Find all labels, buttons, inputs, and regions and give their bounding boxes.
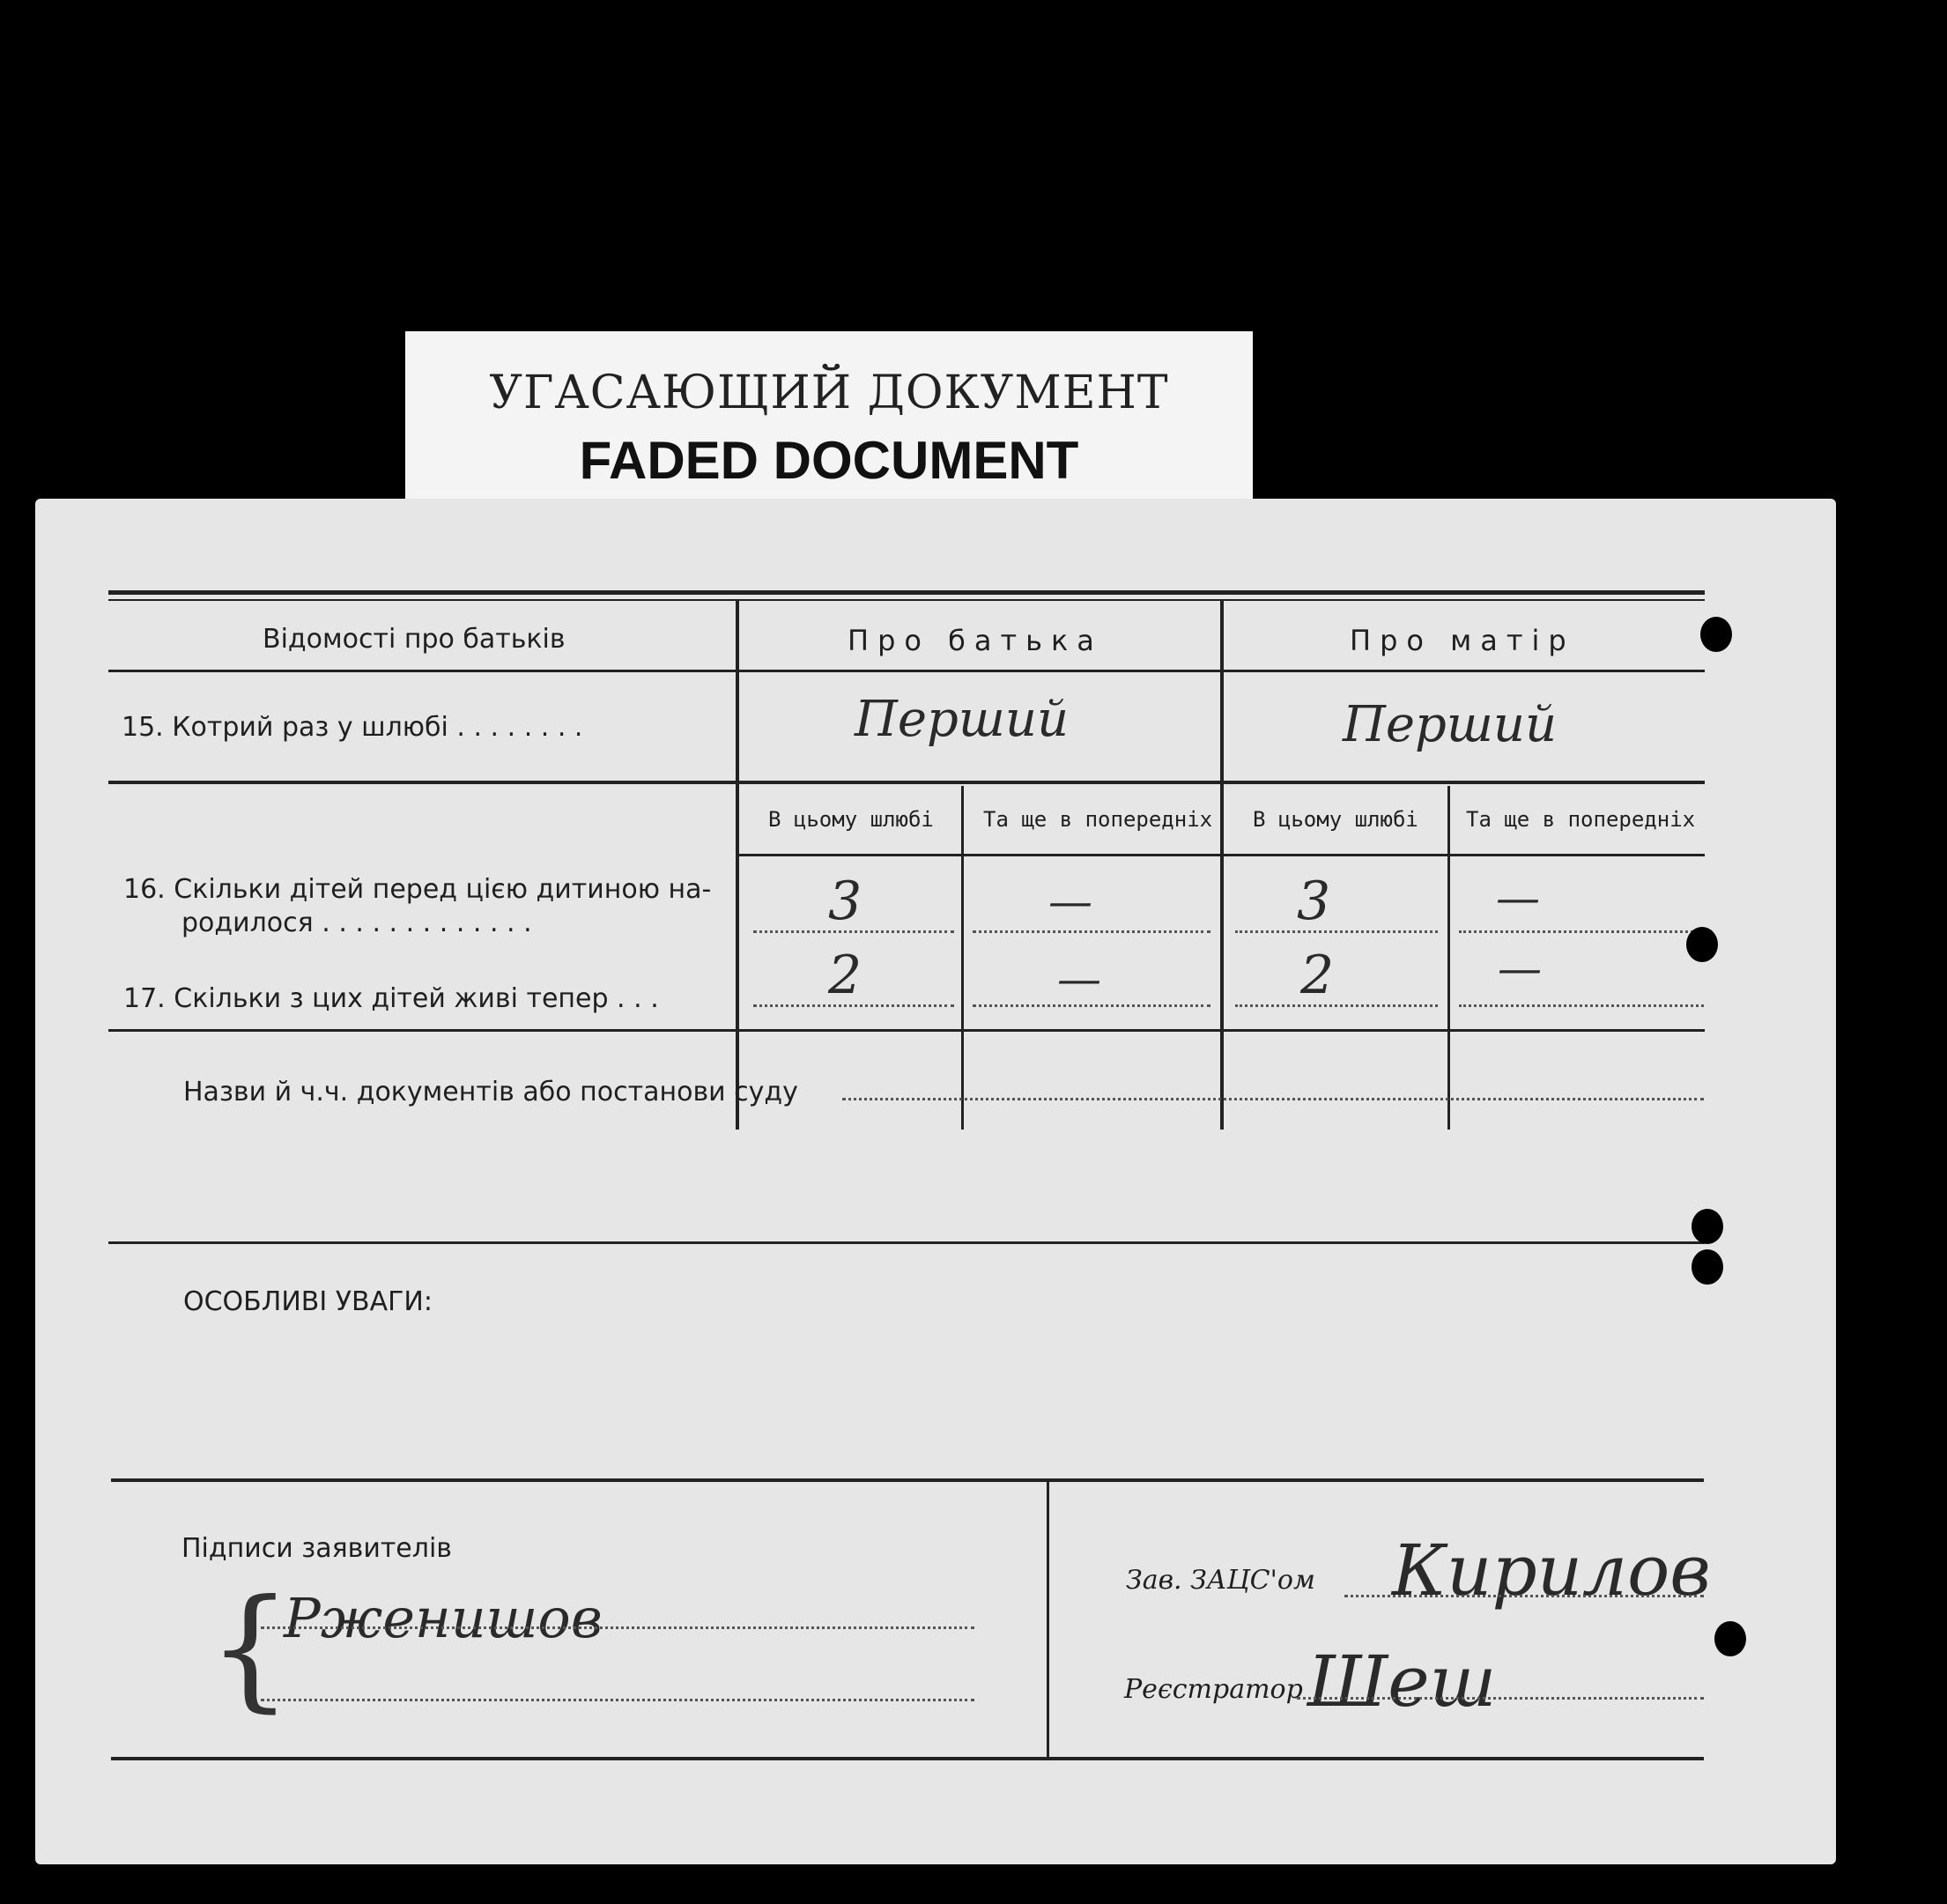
row16-dots-4 bbox=[1459, 930, 1704, 933]
row16-father-this: 3 bbox=[828, 871, 862, 932]
header-info: Відомості про батьків bbox=[263, 624, 566, 655]
label-russian: УГАСАЮЩИЙ ДОКУМЕНТ bbox=[489, 367, 1169, 419]
punch-hole-5 bbox=[1714, 1621, 1746, 1656]
row15-label: 15. Котрий раз у шлюбі . . . . . . . . bbox=[122, 712, 583, 743]
signature-divider bbox=[1047, 1482, 1049, 1757]
header-rule bbox=[108, 670, 1705, 672]
row16-label-line2: родилося . . . . . . . . . . . . . bbox=[181, 908, 532, 938]
applicant-brace: { bbox=[208, 1572, 292, 1725]
row16-dots-1 bbox=[753, 930, 954, 933]
row17-mother-this: 2 bbox=[1300, 945, 1335, 1006]
row17-dots-3 bbox=[1235, 1004, 1438, 1007]
documents-dots bbox=[842, 1098, 1704, 1100]
registrar-dots bbox=[1297, 1697, 1704, 1700]
faded-document-label bbox=[405, 331, 1253, 507]
divider-col2 bbox=[1220, 601, 1224, 1130]
header-father: Про батька bbox=[848, 624, 1103, 657]
row17-label: 17. Скільки з цих дітей живі тепер . . . bbox=[123, 983, 659, 1014]
divider-mother-sub bbox=[1447, 786, 1450, 1130]
registrar-label: Реєстратор bbox=[1124, 1674, 1303, 1705]
documents-label: Назви й ч.ч. документів або постанови суду bbox=[183, 1077, 798, 1108]
row17-dots-2 bbox=[973, 1004, 1210, 1007]
subheader-rule bbox=[739, 854, 1705, 856]
row15-mother-value: Перший bbox=[1343, 696, 1558, 753]
sub-father-prev: Та ще в попередніх bbox=[983, 807, 1213, 832]
row16-father-prev: — bbox=[1048, 876, 1092, 927]
bottom-rule bbox=[111, 1757, 1704, 1760]
head-signature: Кирилов bbox=[1392, 1530, 1711, 1611]
top-rule bbox=[108, 590, 1705, 595]
row17-dots-4 bbox=[1459, 1004, 1704, 1007]
row15-father-value: Перший bbox=[855, 691, 1070, 748]
applicants-label: Підписи заявителів bbox=[181, 1533, 452, 1564]
header-mother: Про матір bbox=[1350, 624, 1575, 657]
notes-rule bbox=[111, 1478, 1704, 1482]
form-sheet bbox=[35, 499, 1836, 1864]
punch-hole-4 bbox=[1692, 1249, 1723, 1285]
punch-hole-3 bbox=[1692, 1209, 1723, 1244]
top-rule-thin bbox=[108, 599, 1705, 601]
punch-hole-2 bbox=[1686, 927, 1718, 962]
row17-father-this: 2 bbox=[828, 945, 862, 1006]
row16-label-line1: 16. Скільки дітей перед цією дитиною на- bbox=[123, 874, 712, 905]
sub-mother-this: В цьому шлюбі bbox=[1253, 807, 1418, 832]
row17-dots-1 bbox=[753, 1004, 954, 1007]
row17-rule bbox=[108, 1029, 1705, 1032]
documents-rule bbox=[108, 1241, 1705, 1244]
head-label: Зав. ЗАЦС'ом bbox=[1126, 1565, 1315, 1596]
special-notes-label: ОСОБЛИВІ УВАГИ: bbox=[183, 1286, 433, 1317]
row16-dots-3 bbox=[1235, 930, 1438, 933]
row16-mother-this: 3 bbox=[1297, 871, 1331, 932]
divider-father-sub bbox=[961, 786, 964, 1130]
divider-col1 bbox=[736, 601, 739, 1130]
row16-dots-2 bbox=[973, 930, 1210, 933]
applicant-dots-1 bbox=[261, 1626, 974, 1629]
row16-mother-prev: — bbox=[1496, 872, 1540, 923]
registrar-signature: Шеш bbox=[1307, 1641, 1497, 1722]
applicant-dots-2 bbox=[261, 1699, 974, 1701]
label-english: FADED DOCUMENT bbox=[579, 431, 1079, 490]
sub-mother-prev: Та ще в попередніх bbox=[1466, 807, 1696, 832]
punch-hole-1 bbox=[1700, 617, 1732, 652]
row15-rule bbox=[108, 781, 1705, 784]
head-dots bbox=[1344, 1595, 1704, 1597]
row17-mother-prev: — bbox=[1498, 943, 1542, 994]
applicant-signature: Рженишов bbox=[284, 1586, 603, 1650]
row17-father-prev: — bbox=[1057, 953, 1101, 1004]
sub-father-this: В цьому шлюбі bbox=[768, 807, 934, 832]
